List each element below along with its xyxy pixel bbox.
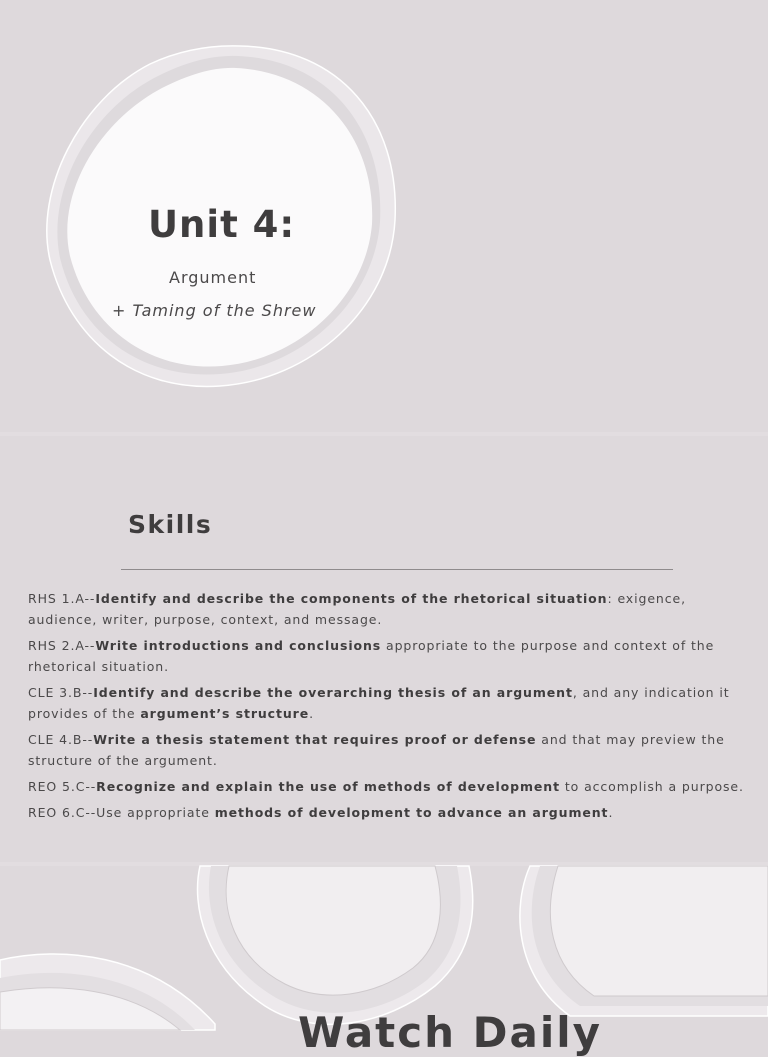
skills-divider-line bbox=[121, 569, 673, 570]
skill-detail: : exigence, audience, writer, purpose, context, and message. bbox=[28, 591, 686, 627]
skill-detail: appropriate to the purpose and context of the rhetorical situation. bbox=[28, 638, 715, 674]
skill-emphasis: Write introductions and conclusions bbox=[95, 638, 382, 653]
skill-emphasis-secondary: argument’s structure bbox=[140, 706, 310, 721]
slide-title: Unit 4: bbox=[148, 203, 296, 246]
blob-shape-center bbox=[195, 866, 480, 1024]
skill-emphasis: Identify and describe the overarching thesis of an argument bbox=[93, 685, 573, 700]
skill-detail: and that may preview the structure of the argument. bbox=[28, 732, 725, 768]
skill-emphasis: Identify and describe the components of the rhetorical situation bbox=[95, 591, 608, 606]
skill-code: RHS 1.A-- bbox=[28, 591, 96, 606]
skill-detail-end: . bbox=[309, 706, 314, 721]
skill-item bbox=[28, 682, 748, 724]
slide-subtitle-argument: Argument bbox=[169, 268, 257, 287]
watch-slide bbox=[0, 866, 768, 1057]
skills-list bbox=[28, 588, 748, 828]
slide-subtitle-shrew: + Taming of the Shrew bbox=[112, 301, 317, 320]
skill-item bbox=[28, 802, 748, 823]
skill-emphasis: methods of development to advance an argument bbox=[214, 805, 609, 820]
title-slide bbox=[0, 0, 768, 432]
skill-code: REO 6.C-- bbox=[28, 805, 97, 820]
skill-code: REO 5.C-- bbox=[28, 779, 97, 794]
skill-code: RHS 2.A-- bbox=[28, 638, 96, 653]
watch-heading: Watch Daily bbox=[298, 1008, 603, 1057]
skill-detail: . bbox=[608, 805, 614, 820]
skill-item bbox=[28, 635, 748, 677]
skill-item bbox=[28, 588, 748, 630]
skill-code: CLE 4.B-- bbox=[28, 732, 94, 747]
skill-prefix: Use appropriate bbox=[96, 805, 215, 820]
skill-item bbox=[28, 729, 748, 771]
skill-item bbox=[28, 776, 748, 797]
skills-heading: Skills bbox=[128, 510, 213, 539]
skill-detail: to accomplish a purpose. bbox=[559, 779, 744, 794]
skill-emphasis: Recognize and explain the use of methods of development bbox=[96, 779, 560, 794]
skill-detail: , and any indication it provides of the bbox=[28, 685, 730, 721]
skill-code: CLE 3.B-- bbox=[28, 685, 94, 700]
skills-slide bbox=[0, 436, 768, 862]
blob-shape-right bbox=[510, 866, 768, 1024]
skill-emphasis: Write a thesis statement that requires proof or defense bbox=[93, 732, 537, 747]
